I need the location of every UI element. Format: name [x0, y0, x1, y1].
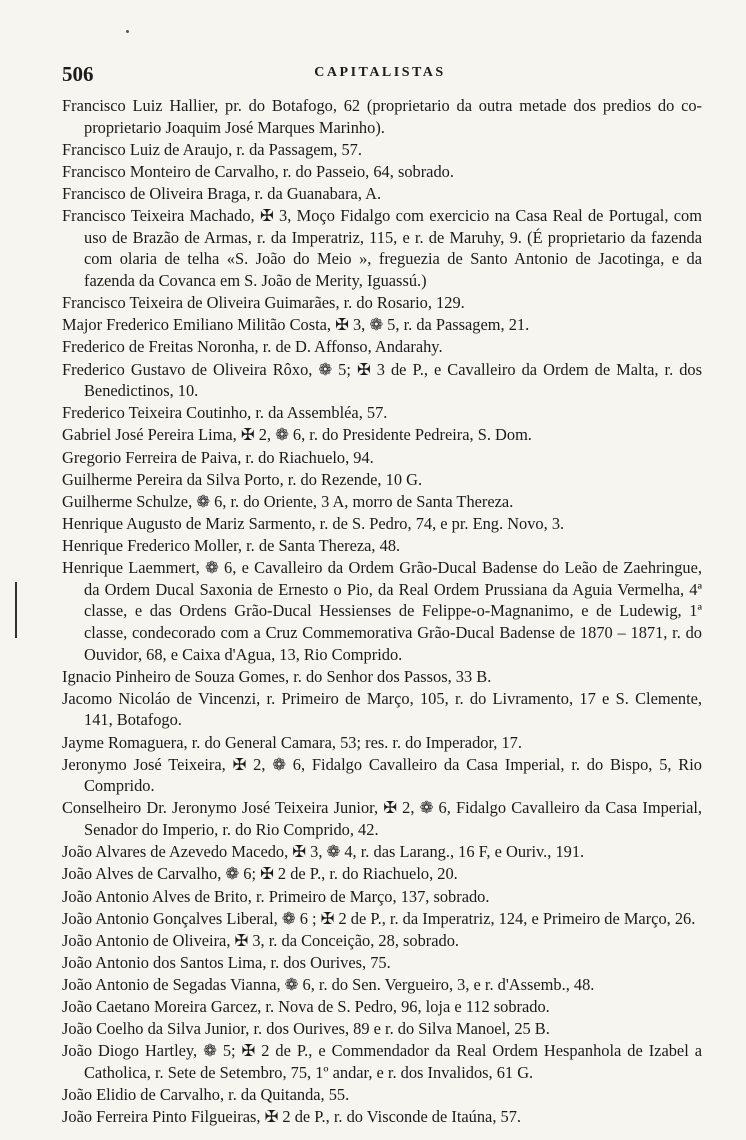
directory-entry: João Antonio Alves de Brito, r. Primeiro de Março, 137, sobrado. — [62, 886, 490, 906]
directory-entry: Frederico de Freitas Noronha, r. de D. Affonso, Andarahy. — [62, 337, 443, 357]
margin-dot — [126, 30, 129, 33]
page-header — [62, 62, 698, 88]
directory-entry: João Alvares de Azevedo Macedo, ✠ 3, ❁ 4, r. das Larang., 16 F, e Ouriv., 191. — [62, 842, 585, 862]
page-number: 506 — [62, 62, 94, 86]
directory-entry: Francisco de Oliveira Braga, r. da Guanabara, A. — [62, 184, 382, 204]
directory-entry: Francisco Luiz Hallier, pr. do Botafogo, 62 (proprietario da outra metade dos predios do co-proprietario Joaquim José Marques Marinho). — [62, 96, 702, 137]
directory-entry: Guilherme Schulze, ❁ 6, r. do Oriente, 3 A, morro de Santa Thereza. — [62, 491, 514, 511]
directory-entry: Francisco Teixeira de Oliveira Guimarães, r. do Rosario, 129. — [62, 293, 465, 313]
directory-entry: Henrique Frederico Moller, r. de Santa Thereza, 48. — [62, 536, 401, 556]
directory-entry: Henrique Augusto de Mariz Sarmento, r. de S. Pedro, 74, e pr. Eng. Novo, 3. — [62, 513, 565, 533]
directory-entry: João Caetano Moreira Garcez, r. Nova de S. Pedro, 96, loja e 112 sobrado. — [62, 997, 550, 1017]
margin-mark — [15, 582, 17, 638]
directory-entry: João Diogo Hartley, ❁ 5; ✠ 2 de P., e Commendador da Real Ordem Hespanhola de Izabel a Catholica, r. Sete de Setembro, 75, 1º andar, e r. dos Invalidos, 61 G. — [62, 1041, 702, 1083]
directory-entry: Henrique Laemmert, ❁ 6, e Cavalleiro da Ordem Grão-Ducal Badense do Leão de Zaehringue, da Ordem Ducal Saxonia de Ernesto o Pio, da Real Ordem Prussiana da Aguia Vermelha, 4ª classe, e das Ordens Grão-Ducal Hessienses de Felippe-o-Magnanimo, e de Ludewig, 1ª classe, condecorado com a Cruz Commemorativa Grão-Ducal Badense de 1870 – 1871, r. do Ouvidor, 68, e Caixa d'Agua, 13, Rio Comprido. — [62, 558, 702, 664]
directory-entry: Frederico Gustavo de Oliveira Rôxo, ❁ 5; ✠ 3 de P., e Cavalleiro da Ordem de Malta, r. dos Benedictinos, 10. — [62, 359, 702, 401]
directory-entry: Jeronymo José Teixeira, ✠ 2, ❁ 6, Fidalgo Cavalleiro da Casa Imperial, r. do Bispo, 5, Rio Comprido. — [62, 754, 702, 796]
directory-entry: João Antonio dos Santos Lima, r. dos Ourives, 75. — [62, 952, 391, 972]
directory-entry: Conselheiro Dr. Jeronymo José Teixeira Junior, ✠ 2, ❁ 6, Fidalgo Cavalleiro da Casa Imperial, Senador do Imperio, r. do Rio Comprido, 42. — [62, 798, 702, 840]
directory-entry: Jacomo Nicoláo de Vincenzi, r. Primeiro de Março, 105, r. do Livramento, 17 e S. Clemente, 141, Botafogo. — [62, 688, 702, 730]
directory-entry: Gabriel José Pereira Lima, ✠ 2, ❁ 6, r. do Presidente Pedreira, S. Dom. — [62, 425, 532, 445]
directory-entry: Ignacio Pinheiro de Souza Gomes, r. do Senhor dos Passos, 33 B. — [62, 666, 492, 686]
directory-entry: Francisco Luiz de Araujo, r. da Passagem, 57. — [62, 139, 362, 159]
directory-entry: Major Frederico Emiliano Militão Costa, ✠ 3, ❁ 5, r. da Passagem, 21. — [62, 315, 530, 335]
directory-entry: João Coelho da Silva Junior, r. dos Ourives, 89 e r. do Silva Manoel, 25 B. — [62, 1019, 550, 1039]
directory-entry: João Antonio de Oliveira, ✠ 3, r. da Conceição, 28, sobrado. — [62, 930, 460, 950]
directory-entries — [62, 95, 702, 1129]
directory-entry: Francisco Teixeira Machado, ✠ 3, Moço Fidalgo com exercicio na Casa Real de Portugal, com uso de Brazão de Armas, r. da Imperatriz, 115, e r. de Maruhy, 9. (É proprietario da fazenda com olaria de telha «S. João do Meio », freguezia de Santo Antonio de Jacotinga, e da fazenda da Covanca em S. João de Merity, Iguassú.) — [62, 206, 702, 290]
directory-entry: João Ferreira Pinto Filgueiras, ✠ 2 de P., r. do Visconde de Itaúna, 57. — [62, 1107, 522, 1127]
directory-entry: Frederico Teixeira Coutinho, r. da Assembléa, 57. — [62, 403, 388, 423]
directory-entry: Gregorio Ferreira de Paiva, r. do Riachuelo, 94. — [62, 447, 374, 467]
directory-entry: Guilherme Pereira da Silva Porto, r. do Rezende, 10 G. — [62, 469, 423, 489]
directory-entry: João Elidio de Carvalho, r. da Quitanda, 55. — [62, 1085, 350, 1105]
running-title: CAPITALISTAS — [314, 65, 446, 80]
directory-entry: Jayme Romaguera, r. do General Camara, 53; res. r. do Imperador, 17. — [62, 732, 522, 752]
directory-entry: João Antonio Gonçalves Liberal, ❁ 6 ; ✠ 2 de P., r. da Imperatriz, 124, e Primeiro de Março, 26. — [62, 908, 696, 928]
directory-entry: João Alves de Carvalho, ❁ 6; ✠ 2 de P., r. do Riachuelo, 20. — [62, 864, 458, 884]
directory-entry: João Antonio de Segadas Vianna, ❁ 6, r. do Sen. Vergueiro, 3, e r. d'Assemb., 48. — [62, 975, 595, 995]
directory-entry: Francisco Monteiro de Carvalho, r. do Passeio, 64, sobrado. — [62, 161, 454, 181]
